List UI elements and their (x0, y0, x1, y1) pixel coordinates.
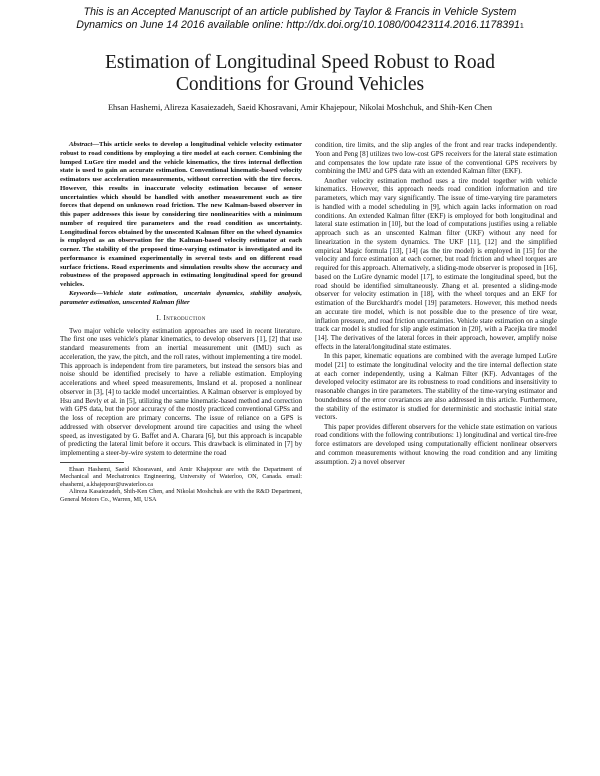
left-column (60, 141, 302, 504)
keywords (60, 290, 302, 308)
right-column (315, 141, 557, 467)
body-paragraph: This paper provides different observers for the vehicle state estimation on various road conditions with the following contributions: 1) longitudinal and vertical tire-free force estimators are developed using computationally efficient nonlinear observers and common measurements without knowing the road condition and any limiting assumption. 2) a novel observer (315, 422, 557, 466)
abstract-text: —This article seeks to develop a longitudinal vehicle velocity estimator robust to road conditions by employing a tire model at each corner. Combining the lumped LuGre tire model and the vehicle kinematics, the tires internal deflection state is used to gain an accurate estimation. Conventional kinematic-based velocity estimators use acceleration measurements, without correction with the tire forces. However, this results in inaccurate velocity estimation because of sensor uncertainties which should be handled with another measurement such as tire forces that depend on unknown road friction. The new Kalman-based observer in this paper addresses this issue by considering tire nonlinearities with a minimum number of required tire parameters and the road condition as uncertainty. Longitudinal forces obtained by the unscented Kalman filter on the wheel dynamics is employed as an observation for the Kalman-based velocity estimator at each corner. The stability of the proposed time-varying estimator is investigated and its performance is examined experimentally in several tests and on different road surface frictions. Road experiments and simulation results show the accuracy and robustness of the proposed approach in estimating longitudinal speed for ground vehicles. (60, 141, 302, 288)
body-paragraph: condition, tire limits, and the slip angles of the front and rear tracks independently. Yoon and Peng [8] utilizes two low-cost GPS receivers for the lateral state estimation and compensates the low update rate issue of the conventional GPS receivers by combining the IMU and GPS data with an extended Kalman filter (EKF). (315, 141, 557, 176)
abstract (60, 141, 302, 290)
title-line-1: Estimation of Longitudinal Speed Robust to Road (105, 52, 495, 73)
footnote-divider (60, 462, 124, 463)
footnote-affiliation-2: Alireza Kasaiezadeh, Shih-Ken Chen, and Nikolai Moshchuk are with the R&D Department, General Motors Co., Warren, MI, USA (60, 488, 302, 503)
keywords-text: —Vehicle state estimation, uncertain dynamics, stability analysis, parameter estimation, unscented Kalman filter (60, 290, 302, 306)
abstract-label: Abstract (69, 141, 93, 148)
title-line-2: Conditions for Ground Vehicles (175, 74, 425, 95)
paper-title (40, 52, 560, 96)
banner-doi-text: Dynamics on June 14 2016 available online: http://dx.doi.org/10.1080/00423114.2016.1178391 (76, 19, 520, 31)
author-list: Ehsan Hashemi, Alireza Kasaiezadeh, Saeid Khosravani, Amir Khajepour, Nikolai Moshchuk, and Shih-Ken Chen (107, 103, 493, 112)
keywords-label: Keywords (69, 290, 96, 298)
banner-line-2 (30, 19, 570, 33)
body-paragraph: Another velocity estimation method uses a tire model together with vehicle kinematics. However, this approach needs road condition information and tire parameters, which may vary significantly. The issue of time-varying tire parameters is handled with a model scheduling in [9], which again lacks information on road conditions. An extended Kalman filter (EKF) is employed for both longitudinal and lateral state estimation in [10], but the load of computations justifies using a reliable approach such as an unscented Kalman filter (UKF) without any need for linearization in the system dynamics. The UKF [11], [12] and the simplified empirical Magic formula [13], [14] (as the tire model) is employed in [15] for the velocity and force estimation at each corner, but road friction and wheel torques are required for this approach. Alternatively, a sliding-mode observer is proposed in [16], based on the LuGre dynamic model [17], to estimate the longitudinal speed, but the road should be identified simultaneously. Zhang et al. presented a sliding-mode observer for velocity estimation in [18], with the wheel torques and an EKF for estimation of the Burckhardt's model [19] parameters. However, this method needs an accurate tire model, which is not possible due to the presence of tire wear, inflation pressure, and road friction uncertainties. Vehicle state estimation on a single track car model is studied for slip angle estimation in [20], with a Pacejka tire model [14]. The derivatives of the lateral forces in their approach, however, amplify noise effects in the lateral/longitudinal state estimates. (315, 176, 557, 351)
footnote-affiliation-1: Ehsan Hashemi, Saeid Khosravani, and Amir Khajepour are with the Department of Mechanical and Mechatronics Engineering, University of Waterloo, ON, Canada. email: ehashemi, a.khajepour@uwaterloo.ca (60, 465, 302, 488)
page-number: 1 (519, 23, 524, 30)
publication-banner (30, 6, 570, 33)
body-paragraph: Two major vehicle velocity estimation approaches are used in recent literature. The first one uses vehicle's planar kinematics, to develop observers [1], [2] that use standard measurements from an inertial measurement unit (IMU) such as acceleration, the yaw, the pitch, and the roll rates, without implementing a tire model. This approach is independent from tire parameters, but instead the sensors bias and noise should be identified precisely to have a reliable estimation. Employing accelerations and wheel speed measurements, Imsland et al. proposed a nonlinear observer in [3], [4] to tackle model uncertainties. A Kalman observer is employed by Hsu and Bevly et al. in [5], utilizing the same kinematic-based method and correction with GPS data, but the poor accuracy of the mostly practiced conventional GPSs and the loss of reception are primary concerns. The issue of reliance on a GPS is addressed with observer development around tire capacities and using the wheel speed, as investigated by G. Baffet and A. Charara [6], but this approach is incapable of predicting the lateral limit before it occurs. This drawback is eliminated in [7] by implementing a steer-by-wire system to determine the road (60, 326, 302, 457)
banner-line-1: This is an Accepted Manuscript of an article published by Taylor & Francis in Vehicle System (83, 6, 517, 18)
body-paragraph: In this paper, kinematic equations are combined with the average lumped LuGre model [21] to estimate the longitudinal velocity and the tire internal deflection state at each corner independently, using a Kalman Filter (KF). Advantages of the developed velocity estimator are its robustness to road conditions and insensitivity to reasonable changes in tire parameters. The stability of the time-varying estimator and boundedness of the error covariances are also addressed in this article. Furthermore, the stability of the estimator is studied for deterministic and stochastic initial state vectors. (315, 352, 557, 422)
section-heading-introduction: I. Introduction (156, 312, 206, 322)
